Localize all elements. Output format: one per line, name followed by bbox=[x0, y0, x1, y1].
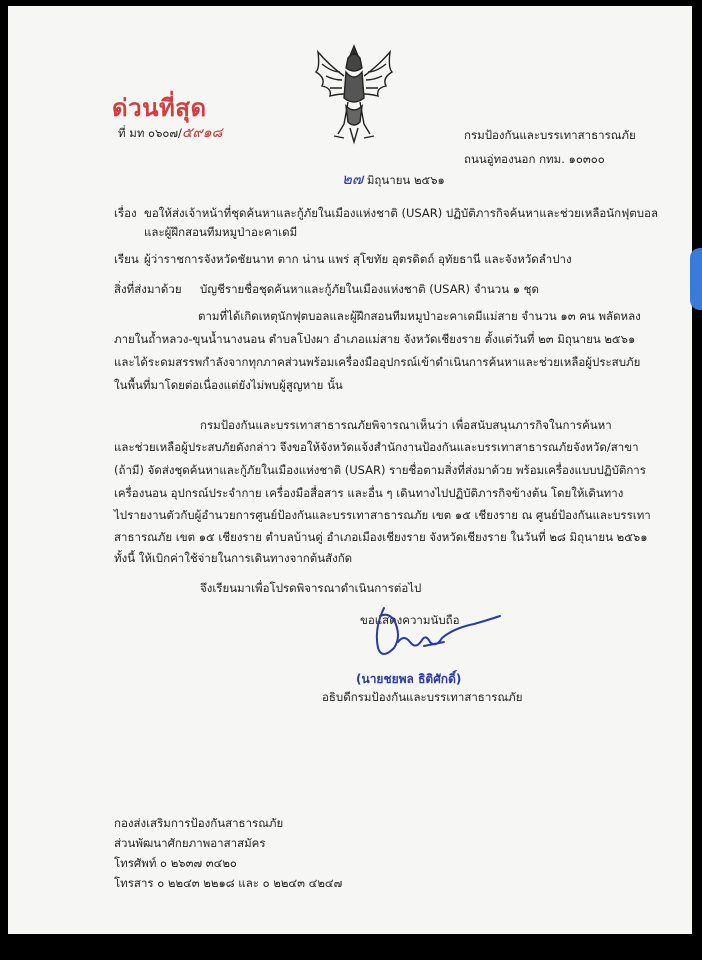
para2-line: ไปรายงานตัวกับผู้อำนวยการศูนย์ป้องกันและบรรเทาสาธารณภัย เขต ๑๕ เชียงราย ณ ศูนย์ป้องกันและบรรเทา bbox=[114, 508, 651, 522]
garuda-emblem-icon bbox=[310, 42, 398, 146]
contact-division: กองส่งเสริมการป้องกันสาธารณภัย bbox=[114, 816, 284, 830]
para1-line: ตามที่ได้เกิดเหตุนักฟุตบอลและผู้ฝึกสอนทีมหมูป่าอะคาเดมีแม่สาย จำนวน ๑๓ คน พลัดหลง bbox=[198, 309, 641, 323]
enclosure-text: บัญชีรายชื่อชุดค้นหาและกู้ภัยในเมืองแห่งชาติ (USAR) จำนวน ๑ ชุด bbox=[200, 282, 539, 296]
org-name: กรมป้องกันและบรรเทาสาธารณภัย bbox=[464, 128, 636, 142]
enclosure-label: สิ่งที่ส่งมาด้วย bbox=[114, 282, 182, 296]
to-text: ผู้ว่าราชการจังหวัดชัยนาท ตาก น่าน แพร่ สุโขทัย อุตรดิตถ์ อุทัยธานี และจังหวัดลำปาง bbox=[144, 252, 572, 266]
reference-prefix: ที่ มท ๐๖๐๗/ bbox=[118, 126, 182, 140]
regards-text: ขอแสดงความนับถือ bbox=[360, 613, 460, 627]
side-scroll-tab[interactable] bbox=[690, 248, 702, 310]
to-label: เรียน bbox=[114, 252, 139, 266]
subject-line-2: และผู้ฝึกสอนทีมหมูป่าอะคาเดมี bbox=[144, 225, 298, 239]
contact-section: ส่วนพัฒนาศักยภาพอาสาสมัคร bbox=[114, 836, 266, 850]
handwritten-signature bbox=[364, 598, 514, 670]
para2-line: กรมป้องกันและบรรเทาสาธารณภัยพิจารณาเห็นว่า เพื่อสนับสนุนภารกิจในการค้นหา bbox=[200, 418, 612, 432]
signer-title: อธิบดีกรมป้องกันและบรรเทาสาธารณภัย bbox=[322, 690, 523, 704]
para1-line: ในพื้นที่มาโดยต่อเนื่องแต่ยังไม่พบผู้สูญหาย นั้น bbox=[114, 378, 343, 392]
subject-label: เรื่อง bbox=[114, 206, 137, 220]
document-page bbox=[8, 6, 692, 934]
subject-line-1: ขอให้ส่งเจ้าหน้าที่ชุดค้นหาและกู้ภัยในเมืองแห่งชาติ (USAR) ปฏิบัติภารกิจค้นหาและช่วยเหลือนักฟุตบอล bbox=[144, 206, 658, 220]
signer-name: (นายชยพล ธิติศักดิ์) bbox=[356, 672, 462, 686]
para1-line: และได้ระดมสรรพกำลังจากทุกภาคส่วนพร้อมเครื่องมืออุปกรณ์เข้าดำเนินการค้นหาและช่วยเหลือผู้ประสบภัย bbox=[114, 355, 641, 369]
date-handwritten-day: ๒๗ bbox=[342, 170, 364, 188]
para2-line: สาธารณภัย เขต ๑๕ เชียงราย ตำบลบ้านดู่ อำเภอเมืองเชียงราย จังหวัดเชียงราย ในวันที่ ๒๘ มิถุนายน ๒๕๖๑ bbox=[114, 530, 648, 544]
reference-number bbox=[118, 126, 222, 140]
para2-line: ทั้งนี้ ให้เบิกค่าใช้จ่ายในการเดินทางจากต้นสังกัด bbox=[114, 551, 353, 565]
reference-handwritten-number: ๕๙๑๘ bbox=[181, 125, 223, 141]
contact-fax: โทรสาร ๐ ๒๒๔๓ ๒๒๑๘ และ ๐ ๒๒๔๓ ๔๒๔๗ bbox=[114, 876, 343, 890]
org-address: ถนนอู่ทองนอก กทม. ๑๐๓๐๐ bbox=[464, 152, 605, 166]
para2-line: และช่วยเหลือผู้ประสบภัยดังกล่าว จึงขอให้จังหวัดแจ้งสำนักงานป้องกันและบรรเทาสาธารณภัยจังหวัด/สาขา bbox=[114, 440, 639, 454]
document-date bbox=[342, 172, 445, 187]
contact-phone: โทรศัพท์ ๐ ๒๖๓๗ ๓๔๒๐ bbox=[114, 856, 237, 870]
para2-line: เครื่องนอน อุปกรณ์ประจำกาย เครื่องมือสื่อสาร และอื่น ๆ เดินทางไปปฏิบัติภารกิจข้างต้น โดยให้เดินทาง bbox=[114, 486, 624, 500]
urgency-stamp: ด่วนที่สุด bbox=[112, 93, 207, 122]
closing-text: จึงเรียนมาเพื่อโปรดพิจารณาดำเนินการต่อไป bbox=[200, 581, 422, 595]
para2-line: (ถ้ามี) จัดส่งชุดค้นหาและกู้ภัยในเมืองแห่งชาติ (USAR) รายชื่อตามสิ่งที่ส่งมาด้วย พร้อมเครื่องแบบปฏิบัติการ bbox=[114, 463, 646, 477]
para1-line: ภายในถ้ำหลวง-ขุนน้ำนางนอน ตำบลโป่งผา อำเภอแม่สาย จังหวัดเชียงราย ตั้งแต่วันที่ ๒๓ มิถุนายน ๒๕๖๑ bbox=[114, 332, 636, 346]
date-month-year: มิถุนายน ๒๕๖๑ bbox=[366, 173, 445, 187]
